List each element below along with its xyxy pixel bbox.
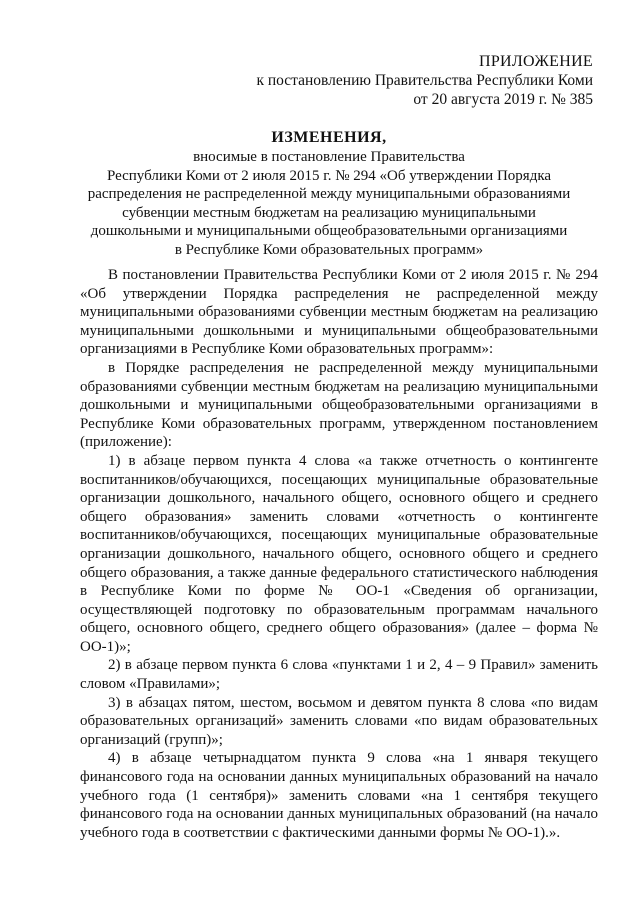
appendix-title: ПРИЛОЖЕНИЕ: [478, 53, 593, 70]
appendix-reference: к постановлению Правительства Республики Коми: [256, 72, 593, 89]
subtitle-line: вносимые в постановление Правительства: [193, 149, 465, 165]
document-subtitle: [60, 148, 598, 260]
subtitle-line: распределения не распределенной между муниципальными образованиями: [87, 186, 571, 203]
body-paragraph: 3) в абзацах пятом, шестом, восьмом и девятом пункта 8 слова «по видам образовательных организаций» заменить словами «по видам образовательных организаций (групп)»;: [80, 694, 598, 748]
subtitle-line: Республики Коми от 2 июля 2015 г. № 294 «Об утверждении Порядка: [106, 167, 552, 184]
body-paragraph: 1) в абзаце первом пункта 4 слова «а также отчетность о контингенте воспитанников/обучающихся, посещающих муниципальные образовательные организации дошкольного, начального общего, основного общего и среднего общего образования» заменить словами «отчетность о контингенте воспитанников/обучающихся, посещающих муниципальные образовательные организации дошкольного, начального общего, основного общего и среднего общего образования, а также данные федерального статистического наблюдения в Республике Коми по форме № ОО-1 «Сведения об организации, осуществляющей подготовку по образовательным программам начального общего, основного общего, среднего общего образования» (далее – форма № ОО-1)»;: [80, 452, 598, 655]
document-header: [60, 128, 598, 260]
subtitle-line: в Республике Коми образовательных программ»: [174, 241, 484, 258]
body-paragraph: 2) в абзаце первом пункта 6 слова «пунктами 1 и 2, 4 – 9 Правил» заменить словом «Правилами»;: [80, 657, 598, 693]
subtitle-line: субвенции местным бюджетам на реализацию муниципальными: [122, 204, 536, 221]
appendix-date: от 20 августа 2019 г. № 385: [413, 91, 593, 108]
document-body: [80, 266, 598, 842]
body-paragraph: В постановлении Правительства Республики Коми от 2 июля 2015 г. № 294 «Об утверждении Порядка распределения не распределенной между муниципальными образованиями субвенции местным бюджетам на реализацию муниципальными дошкольными и муниципальными общеобразовательными организациями в Республике Коми образовательных программ»:: [80, 267, 598, 358]
body-paragraph: в Порядке распределения не распределенной между муниципальными образованиями субвенции местным бюджетам на реализацию муниципальными дошкольными и муниципальными общеобразовательными организациями в Республике Коми образовательных программ, утвержденном постановлением (приложение):: [80, 359, 598, 451]
appendix-block: [256, 52, 593, 109]
document-heading: ИЗМЕНЕНИЯ,: [271, 129, 387, 146]
subtitle-line: дошкольными и муниципальными общеобразовательными организациями: [90, 223, 568, 240]
body-paragraph: 4) в абзаце четырнадцатом пункта 9 слова «на 1 января текущего финансового года на основании данных муниципальных образований на начало учебного года (1 сентября)» заменить словами «на 1 сентября текущего финансового года на основании данных муниципальных образований (на начало учебного года в соответствии с фактическими данными формы № ОО-1).».: [80, 750, 598, 841]
